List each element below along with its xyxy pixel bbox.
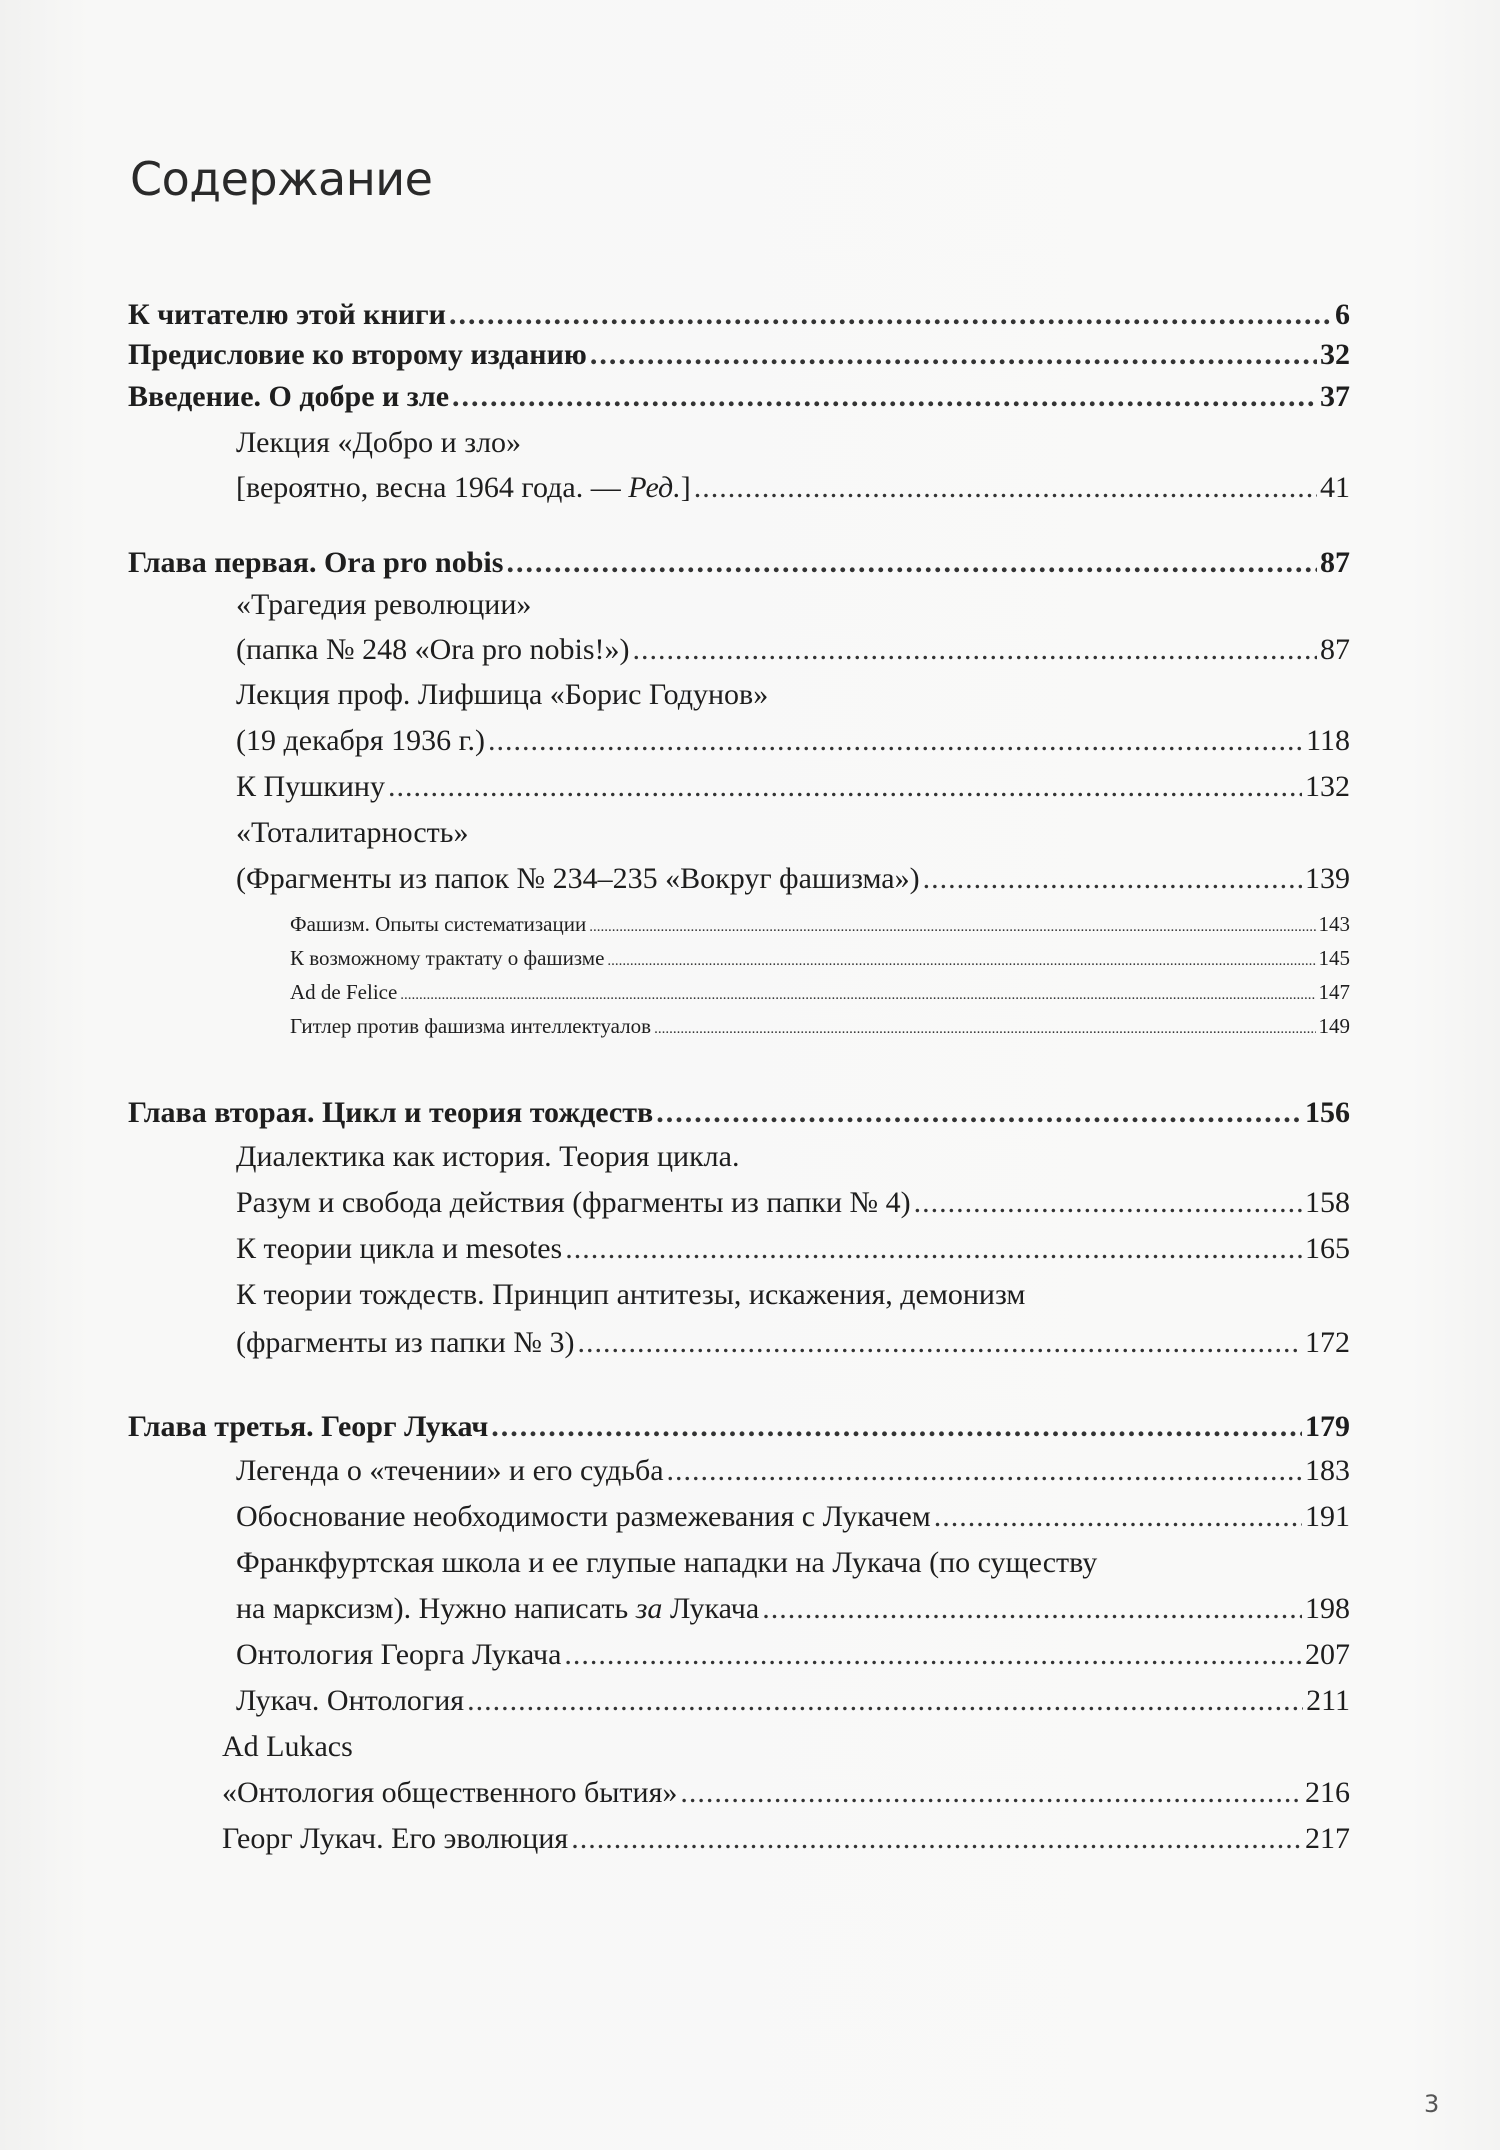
toc-page: 143: [1318, 912, 1350, 936]
toc-page: 87: [1320, 633, 1350, 666]
toc-title: (папка № 248 «Ora pro nobis!»): [236, 633, 630, 666]
toc-entry-evolution[interactable]: [222, 1822, 1350, 1856]
dot-leader: [452, 380, 1317, 414]
toc-line: Ad Lukacs: [222, 1730, 353, 1763]
toc-page: 165: [1305, 1232, 1350, 1265]
dot-leader: [923, 862, 1302, 896]
toc-entry-tragedy[interactable]: [236, 633, 1350, 667]
toc-page: 211: [1306, 1684, 1350, 1717]
toc-page: 158: [1305, 1186, 1350, 1219]
dot-leader: [467, 1684, 1303, 1718]
toc-line: «Трагедия революции»: [236, 588, 532, 621]
toc-title: К возможному трактату о фашизме: [290, 946, 605, 970]
toc-entry-godunov[interactable]: [236, 724, 1350, 758]
toc-title: Введение. О добре и зле: [128, 380, 450, 413]
toc-line: Лекция проф. Лифшица «Борис Годунов»: [236, 678, 769, 711]
toc-title: К читателю этой книги: [128, 298, 446, 331]
toc-line: Франкфуртская школа и ее глупые нападки на Лукача (по существу: [236, 1546, 1098, 1579]
toc-entry-de-felice[interactable]: [290, 980, 1350, 1005]
toc-page: 217: [1305, 1822, 1350, 1855]
toc-entry-ad-lukacs[interactable]: [222, 1776, 1350, 1810]
toc-entry-rationale[interactable]: [236, 1500, 1350, 1534]
toc-page: 183: [1305, 1454, 1350, 1487]
toc-entry-lecture-good-evil[interactable]: [236, 471, 1350, 505]
toc-line: «Тоталитарность»: [236, 816, 469, 849]
toc-title: Гитлер против фашизма интеллектуалов: [290, 1014, 652, 1038]
toc-page: 145: [1318, 946, 1350, 970]
toc-entry-identities[interactable]: [236, 1326, 1350, 1360]
dot-leader: [491, 1410, 1302, 1444]
toc-title: К Пушкину: [236, 770, 385, 803]
toc-entry-ontology-lukacs[interactable]: [236, 1638, 1350, 1672]
dot-leader: [680, 1776, 1302, 1810]
toc-page: 147: [1318, 980, 1350, 1004]
toc-title: Легенда о «течении» и его судьба: [236, 1454, 664, 1487]
toc-entry-hitler[interactable]: [290, 1014, 1350, 1039]
toc-title: (19 декабря 1936 г.): [236, 724, 485, 757]
toc-entry-totalitarian[interactable]: [236, 862, 1350, 896]
toc-entry-dialectic[interactable]: [236, 1186, 1350, 1220]
dot-leader: [488, 724, 1303, 758]
toc-title: К теории цикла и mesotes: [236, 1232, 563, 1265]
toc-title: Георг Лукач. Его эволюция: [222, 1822, 569, 1855]
toc-title: на марксизм). Нужно написать за Лукача: [236, 1592, 760, 1625]
toc-page: 118: [1306, 724, 1350, 757]
toc-title: (фрагменты из папки № 3): [236, 1326, 575, 1359]
toc-title: Лукач. Онтология: [236, 1684, 465, 1717]
dot-leader: [388, 770, 1302, 804]
toc-page: 179: [1305, 1410, 1350, 1443]
toc-page: 87: [1320, 546, 1350, 579]
dot-leader: [694, 471, 1317, 505]
toc-title: Онтология Георга Лукача: [236, 1638, 562, 1671]
toc-page: 207: [1305, 1638, 1350, 1671]
toc-entry-frankfurt[interactable]: [236, 1592, 1350, 1626]
toc-entry-mesotes[interactable]: [236, 1232, 1350, 1266]
toc-title: Глава третья. Георг Лукач: [128, 1410, 489, 1443]
dot-leader: [590, 338, 1317, 372]
dot-leader: [577, 1326, 1302, 1360]
toc-title: Глава вторая. Цикл и теория тождеств: [128, 1096, 654, 1129]
toc-title: Обоснование необходимости размежевания с Лукачем: [236, 1500, 931, 1533]
dot-leader: [762, 1592, 1302, 1626]
toc-page: 139: [1305, 862, 1350, 895]
toc-entry-fascism-treatise[interactable]: [290, 946, 1350, 971]
toc-page: 32: [1320, 338, 1350, 371]
toc-page: 216: [1305, 1776, 1350, 1809]
toc-line: Лекция «Добро и зло»: [236, 426, 522, 459]
dot-leader: [571, 1822, 1302, 1856]
toc-entry-preface[interactable]: [128, 338, 1350, 372]
toc-entry-legend[interactable]: [236, 1454, 1350, 1488]
toc-page: 198: [1305, 1592, 1350, 1625]
toc-entry-lukacs-ontology[interactable]: [236, 1684, 1350, 1718]
page-title: Содержание: [130, 152, 433, 206]
toc-title: Глава первая. Ora pro nobis: [128, 546, 504, 579]
toc-entry-pushkin[interactable]: [236, 770, 1350, 804]
toc-entry-chapter-2[interactable]: [128, 1096, 1350, 1130]
toc-page: 37: [1320, 380, 1350, 413]
toc-line: Диалектика как история. Теория цикла.: [236, 1140, 740, 1173]
toc-page: 132: [1305, 770, 1350, 803]
dot-leader: [633, 633, 1317, 667]
toc-title: Разум и свобода действия (фрагменты из папки № 4): [236, 1186, 911, 1219]
toc-title: [вероятно, весна 1964 года. — Ред.]: [236, 471, 691, 504]
toc-title: (Фрагменты из папок № 234–235 «Вокруг фашизма»): [236, 862, 920, 895]
toc-title: Ad de Felice: [290, 980, 398, 1004]
dot-leader: [914, 1186, 1302, 1220]
dot-leader: [589, 912, 1315, 937]
toc-page: 6: [1335, 298, 1350, 331]
dot-leader: [449, 298, 1332, 332]
toc-entry-intro[interactable]: [128, 380, 1350, 414]
dot-leader: [400, 980, 1315, 1005]
toc-entry-reader[interactable]: [128, 298, 1350, 332]
dot-leader: [934, 1500, 1302, 1534]
toc-title: «Онтология общественного бытия»: [222, 1776, 678, 1809]
toc-page: 191: [1305, 1500, 1350, 1533]
toc-entry-chapter-1[interactable]: [128, 546, 1350, 580]
dot-leader: [654, 1014, 1315, 1039]
toc-title: Предисловие ко второму изданию: [128, 338, 587, 371]
toc-line: К теории тождеств. Принцип антитезы, искажения, демонизм: [236, 1278, 1026, 1311]
toc-page: 41: [1320, 471, 1350, 504]
toc-entry-fascism-systematization[interactable]: [290, 912, 1350, 937]
dot-leader: [564, 1638, 1302, 1672]
toc-title: Фашизм. Опыты систематизации: [290, 912, 587, 936]
toc-page: 156: [1305, 1096, 1350, 1129]
toc-page: 149: [1318, 1014, 1350, 1038]
page-number: 3: [1424, 2090, 1440, 2118]
dot-leader: [667, 1454, 1302, 1488]
dot-leader: [565, 1232, 1302, 1266]
toc-page: 172: [1305, 1326, 1350, 1359]
dot-leader: [656, 1096, 1302, 1130]
dot-leader: [607, 946, 1315, 971]
dot-leader: [506, 546, 1317, 580]
toc-entry-chapter-3[interactable]: [128, 1410, 1350, 1444]
